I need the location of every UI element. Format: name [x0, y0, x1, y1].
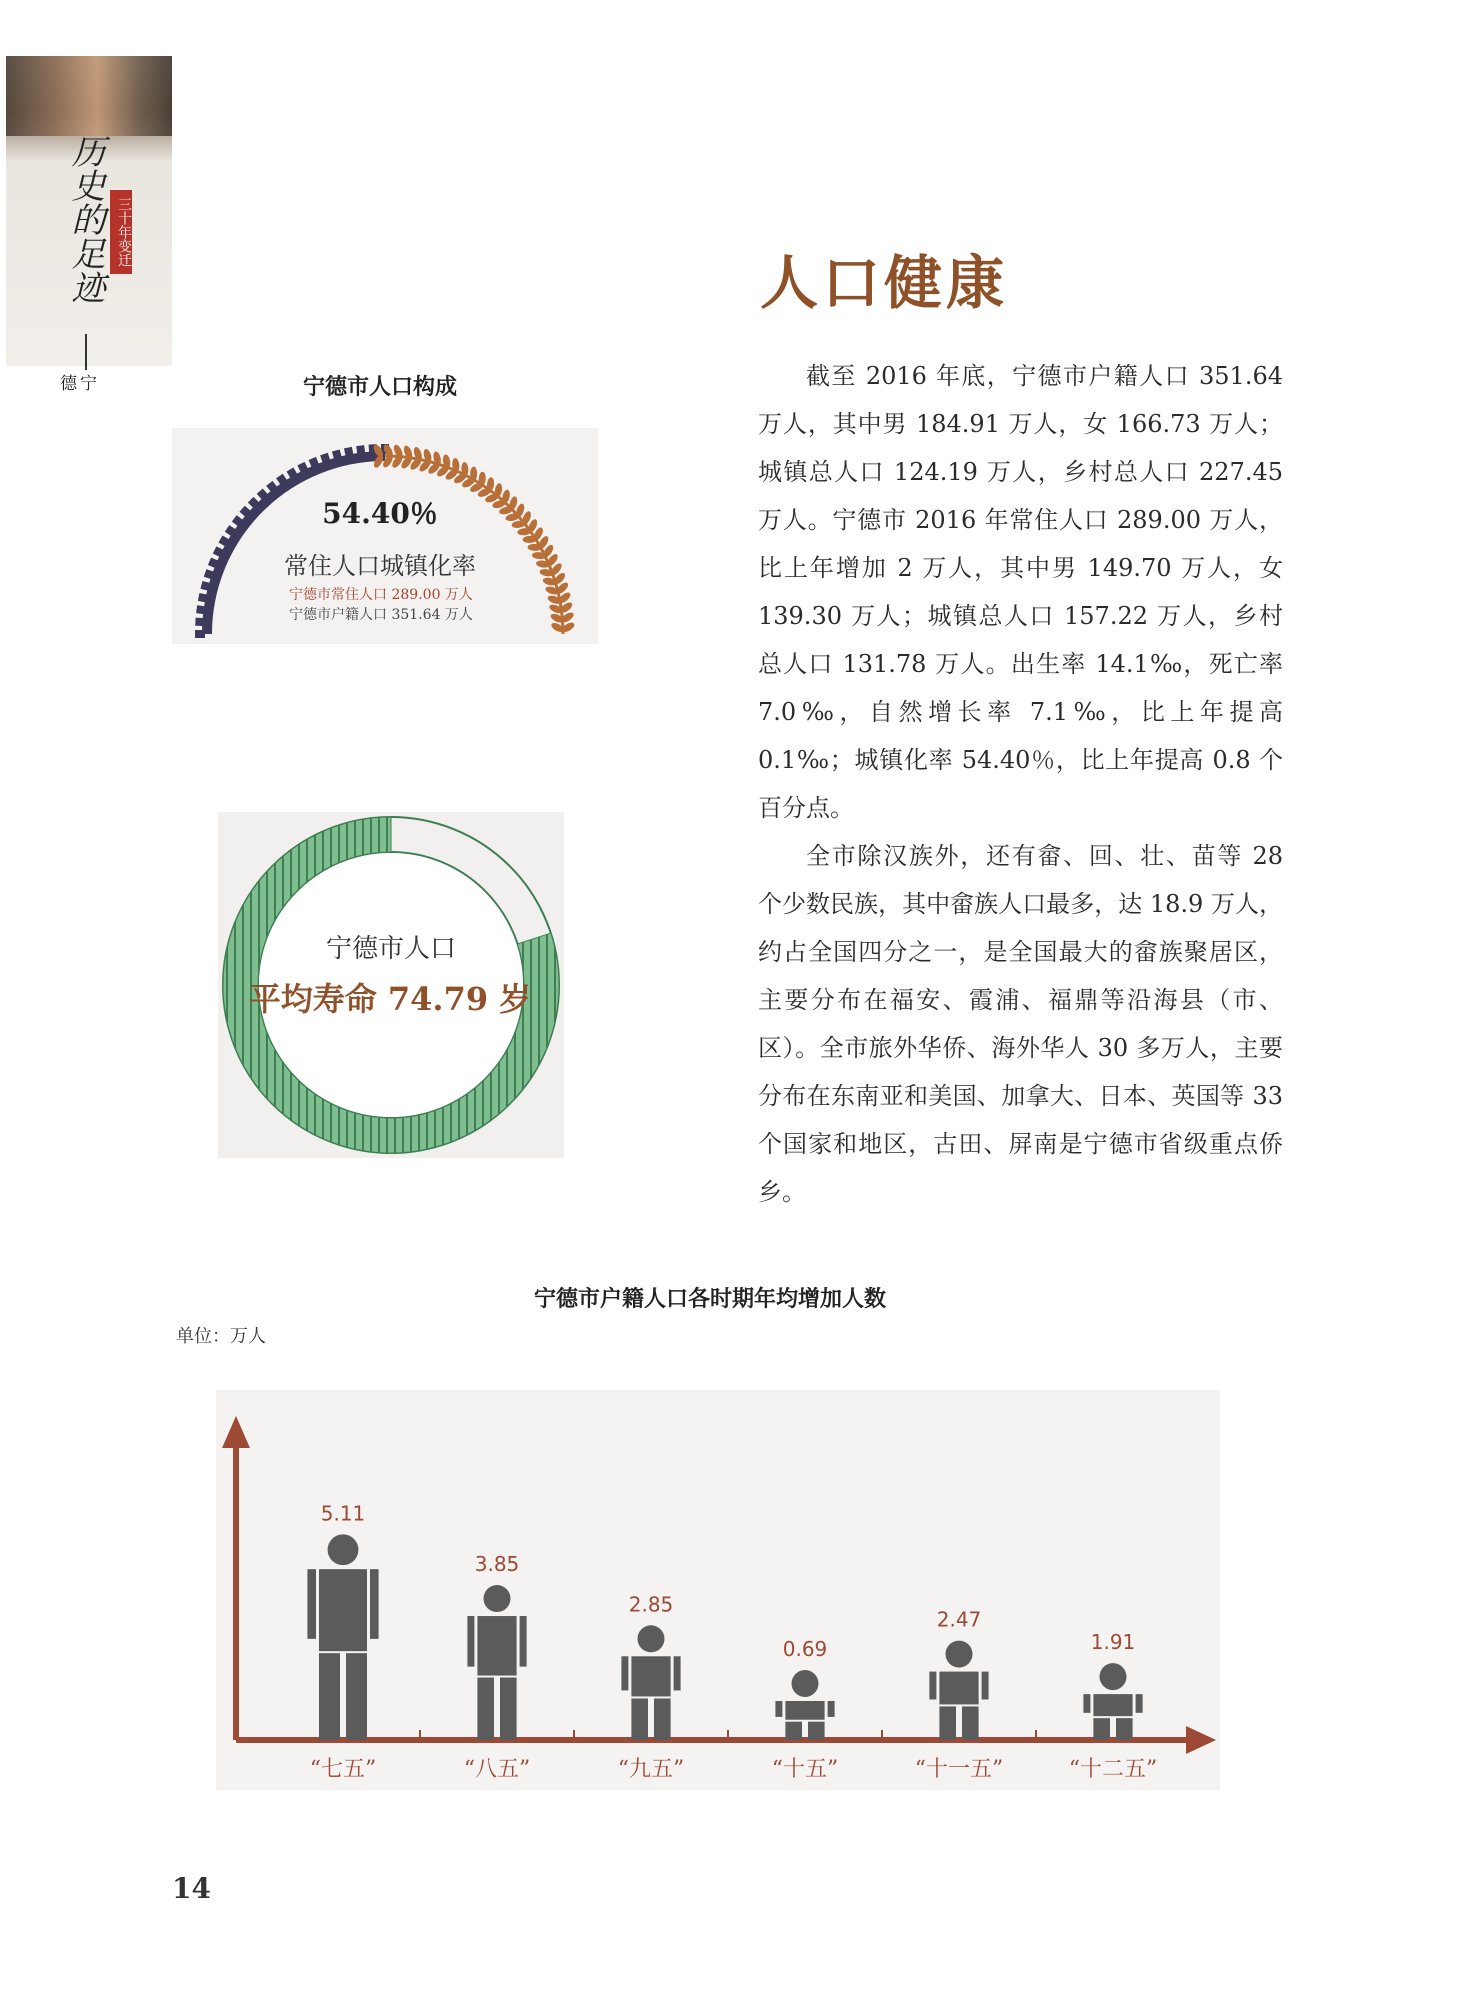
- person-leg: [1116, 1718, 1133, 1740]
- person-arm: [370, 1569, 379, 1639]
- person-head: [946, 1641, 973, 1668]
- person-arm: [621, 1656, 628, 1690]
- person-head: [638, 1625, 665, 1652]
- category-label: “七五”: [309, 1757, 377, 1782]
- paragraph-2: 全市除汉族外，还有畲、回、壮、苗等 28 个少数民族，其中畲族人口最多，达 18.9 万人，约占全国四分之一，是全国最大的畲族聚居区，主要分布在福安、霞浦、福鼎等沿海县（市、区）。全市旅外华侨、海外华人 30 多万人，主要分布在东南亚和美国、加拿大、日本、英国等 33 个国家和地区，古田、屏南是宁德市省级重点侨乡。: [758, 842, 1283, 1206]
- urbanization-title: 宁德市人口构成: [302, 375, 457, 400]
- person-leg: [1093, 1718, 1110, 1740]
- person-arm: [1083, 1694, 1090, 1713]
- person-arm: [467, 1616, 474, 1667]
- paragraph-1: 截至 2016 年底，宁德市户籍人口 351.64 万人，其中男 184.91 万人，女 166.73 万人；城镇总人口 124.19 万人，乡村总人口 227.45 万人。宁德市 2016 年常住人口 289.00 万人，比上年增加 2 万人，其中男 149.70 万人，女 139.30 万人；城镇总人口 157.22 万人，乡村总人口 131.78 万人。出生率 14.1‰，死亡率 7.0‰，自然增长率 7.1‰，比上年提高 0.1‰；城镇化率 54.40％，比上年提高 0.8 个百分点。: [758, 362, 1283, 822]
- urbanization-percent: 54.40％: [322, 497, 438, 530]
- person-figure: [621, 1625, 680, 1740]
- person-torso: [631, 1656, 670, 1696]
- person-leg: [631, 1698, 648, 1740]
- person-figure: [1083, 1663, 1142, 1740]
- chart-title: 宁德市户籍人口各时期年均增加人数: [533, 1287, 886, 1312]
- person-leg: [654, 1698, 671, 1740]
- population-growth-chart: [216, 1390, 1220, 1790]
- banner-divider: [85, 334, 87, 370]
- category-label: “十一五”: [914, 1757, 1004, 1782]
- value-label: 3.85: [474, 1552, 520, 1577]
- value-label: 0.69: [782, 1637, 828, 1661]
- gear-tooth: [195, 630, 205, 638]
- person-leg: [785, 1722, 802, 1740]
- person-arm: [775, 1701, 782, 1717]
- person-arm: [828, 1701, 835, 1717]
- person-head: [1100, 1663, 1127, 1690]
- gear-tooth: [196, 605, 207, 614]
- header-banner: [6, 56, 172, 391]
- chart-unit: 单位：万人: [176, 1326, 266, 1347]
- person-figure: [467, 1585, 526, 1740]
- banner-seal: 三十年变迁: [110, 190, 132, 274]
- chart-svg: [216, 1390, 1220, 1790]
- gear-tooth: [356, 445, 365, 456]
- category-label: “九五”: [617, 1757, 685, 1782]
- registered-population-line: 宁德市户籍人口 351.64 万人: [289, 607, 473, 623]
- life-expectancy-line1: 宁德市人口: [325, 934, 456, 964]
- person-leg: [808, 1722, 825, 1740]
- value-label: 2.85: [628, 1592, 674, 1617]
- value-label: 2.47: [936, 1607, 982, 1632]
- value-label: 1.91: [1090, 1630, 1136, 1655]
- banner-landscape-image: [6, 56, 172, 136]
- category-label: “十二五”: [1068, 1757, 1158, 1782]
- page-number: 14: [172, 1872, 211, 1905]
- person-arm: [307, 1569, 316, 1639]
- person-arm: [982, 1672, 989, 1700]
- person-torso: [1093, 1694, 1132, 1716]
- person-arm: [1136, 1694, 1143, 1713]
- section-title: 人口健康: [760, 249, 1009, 317]
- body-text: [758, 352, 1283, 1216]
- life-expectancy-line2: 平均寿命 74.79 岁: [248, 980, 532, 1018]
- person-head: [792, 1670, 819, 1697]
- x-axis-arrow: [1186, 1726, 1216, 1754]
- person-leg: [477, 1678, 494, 1740]
- person-torso: [939, 1672, 978, 1705]
- person-leg: [319, 1653, 340, 1740]
- person-leg: [962, 1706, 979, 1740]
- person-leg: [346, 1653, 367, 1740]
- person-figure: [775, 1670, 834, 1740]
- person-figure: [929, 1641, 988, 1740]
- person-figure: [307, 1534, 378, 1740]
- banner-city: 宁德: [56, 374, 96, 391]
- person-arm: [929, 1672, 936, 1700]
- person-torso: [319, 1569, 367, 1651]
- person-torso: [477, 1616, 516, 1676]
- person-leg: [500, 1678, 517, 1740]
- series-title: 历史的足迹: [65, 134, 105, 304]
- category-label: “十五”: [771, 1757, 839, 1782]
- person-leg: [939, 1706, 956, 1740]
- category-label: “八五”: [463, 1757, 531, 1782]
- urbanization-label: 常住人口城镇化率: [284, 552, 476, 580]
- person-head: [484, 1585, 511, 1612]
- person-arm: [674, 1656, 681, 1690]
- gear-tooth: [195, 618, 206, 627]
- resident-population-line: 宁德市常住人口 289.00 万人: [289, 587, 473, 603]
- value-label: 5.11: [320, 1501, 366, 1526]
- person-torso: [785, 1701, 824, 1720]
- person-head: [328, 1534, 359, 1565]
- y-axis-arrow: [222, 1416, 250, 1448]
- person-arm: [520, 1616, 527, 1667]
